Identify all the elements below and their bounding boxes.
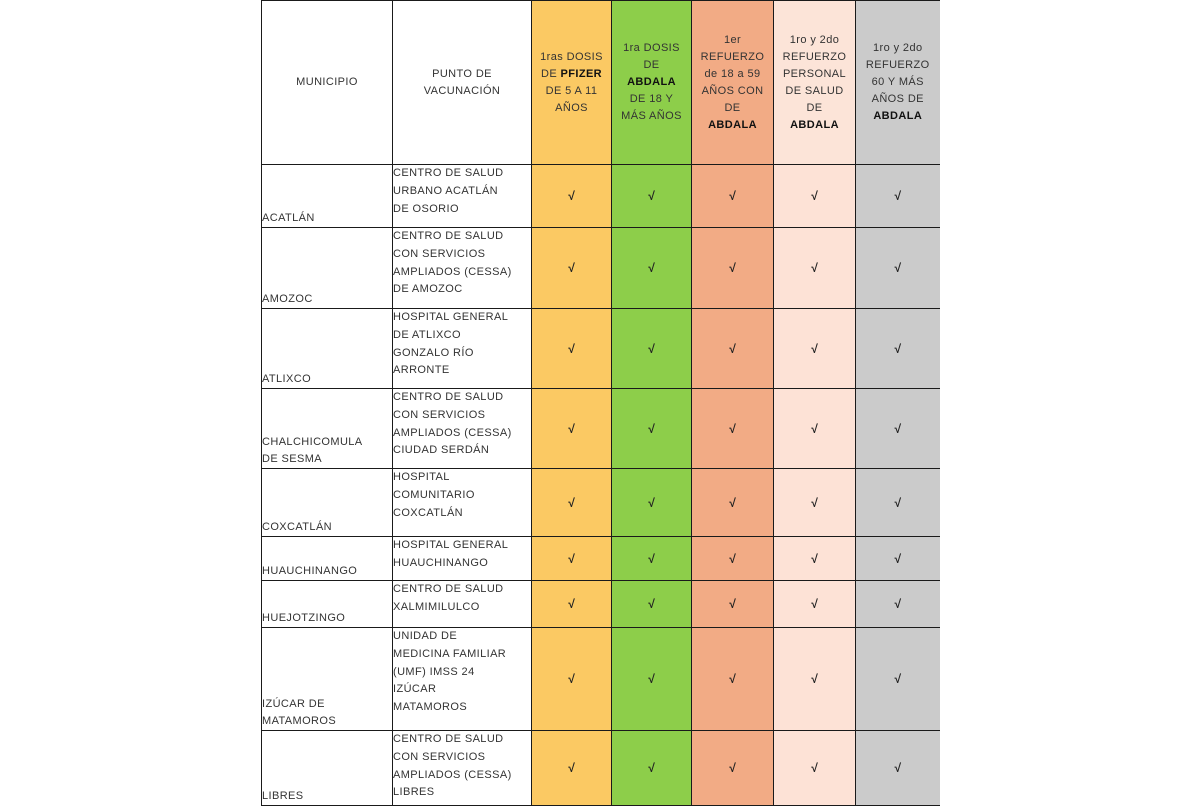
table-row: [262, 389, 940, 469]
table-row: [262, 165, 940, 228]
check-mark-icon: √: [648, 341, 655, 356]
check-cell: [612, 309, 692, 389]
municipio-cell: [262, 469, 393, 537]
check-mark-icon: √: [894, 261, 902, 275]
punto-cell: [393, 309, 532, 389]
table-row: [262, 469, 940, 537]
check-mark-icon: √: [568, 421, 575, 436]
check-mark-icon: √: [811, 421, 818, 436]
check-mark-icon: √: [648, 261, 655, 275]
table-row: [262, 228, 940, 309]
punto-name: DE ATLIXCO: [393, 328, 461, 341]
header-col2-line: DE 18 Y: [629, 93, 674, 105]
header-col3-line: REFUERZO: [700, 50, 765, 63]
check-mark-icon: √: [648, 597, 655, 611]
punto-name: CENTRO DE SALUD: [393, 391, 504, 403]
check-cell: [692, 537, 774, 581]
punto-name: CON SERVICIOS: [393, 247, 486, 260]
punto-name: CENTRO DE SALUD: [393, 167, 504, 179]
check-mark-icon: √: [894, 495, 902, 510]
check-cell: [856, 309, 940, 389]
check-cell: [532, 628, 612, 731]
table-body: [262, 165, 940, 806]
check-mark-icon: √: [648, 189, 655, 203]
check-mark-icon: √: [811, 189, 818, 203]
check-mark-icon: √: [648, 551, 655, 566]
check-mark-icon: √: [729, 495, 736, 510]
check-cell: [532, 165, 612, 228]
check-cell: [774, 469, 856, 537]
check-mark-icon: √: [648, 421, 655, 436]
check-cell: [612, 389, 692, 469]
check-cell: [612, 581, 692, 628]
punto-name: (UMF) IMSS 24: [393, 665, 475, 678]
punto-name: CENTRO DE SALUD: [393, 230, 504, 242]
check-cell: [612, 228, 692, 309]
header-punto-line: PUNTO DE: [432, 67, 492, 80]
punto-cell: [393, 581, 532, 628]
check-mark-icon: √: [811, 761, 818, 775]
check-mark-icon: √: [568, 761, 575, 775]
check-cell: [774, 581, 856, 628]
check-mark-icon: √: [811, 551, 818, 566]
vaccination-table: [261, 0, 940, 806]
municipio-cell: [262, 581, 393, 628]
municipio-cell: [262, 628, 393, 731]
punto-cell: [393, 731, 532, 806]
check-mark-icon: √: [729, 761, 736, 775]
check-cell: [612, 469, 692, 537]
check-mark-icon: √: [729, 672, 736, 686]
header-row: [262, 1, 940, 165]
check-mark-icon: √: [811, 495, 818, 510]
municipio-name: ACATLÁN: [262, 212, 315, 224]
check-cell: [856, 389, 940, 469]
check-mark-icon: √: [811, 597, 818, 611]
check-mark-icon: √: [894, 551, 902, 566]
check-mark-icon: √: [894, 761, 902, 775]
municipio-cell: [262, 309, 393, 389]
header-pfizer-5-11: [532, 1, 612, 165]
header-abdala-18-plus: [612, 1, 692, 165]
check-mark-icon: √: [894, 421, 902, 436]
check-cell: [612, 731, 692, 806]
punto-name: HOSPITAL: [393, 471, 450, 483]
punto-name: COXCATLÁN: [393, 506, 464, 519]
check-cell: [692, 628, 774, 731]
check-cell: [856, 165, 940, 228]
header-col1-line: 1ras DOSIS: [540, 50, 603, 63]
check-mark-icon: √: [811, 261, 818, 275]
punto-name: MEDICINA FAMILIAR: [393, 647, 507, 660]
punto-name: LIBRES: [393, 786, 435, 799]
header-col1-line: DE 5 A 11: [545, 84, 598, 97]
punto-name: AMPLIADOS (CESSA): [393, 426, 512, 439]
check-cell: [532, 309, 612, 389]
municipio-name: DE SESMA: [262, 453, 323, 465]
check-cell: [532, 581, 612, 628]
punto-name: CON SERVICIOS: [393, 408, 486, 421]
municipio-cell: [262, 389, 393, 469]
table-row: [262, 731, 940, 806]
punto-name: DE AMOZOC: [393, 283, 463, 296]
check-cell: [856, 537, 940, 581]
punto-cell: [393, 389, 532, 469]
header-col4-line: REFUERZO: [782, 50, 847, 63]
check-cell: [692, 309, 774, 389]
header-col3-vaccine: ABDALA: [708, 118, 757, 131]
punto-name: DE OSORIO: [393, 202, 459, 215]
municipio-name: CHALCHICOMULA: [262, 436, 363, 448]
header-col2-line: 1ra DOSIS: [623, 42, 680, 54]
check-mark-icon: √: [894, 672, 902, 686]
table-row: [262, 628, 940, 731]
municipio-name: LIBRES: [262, 790, 304, 802]
check-cell: [774, 309, 856, 389]
municipio-name: ATLIXCO: [262, 373, 312, 385]
check-mark-icon: √: [729, 551, 736, 566]
table-row: [262, 581, 940, 628]
header-municipio-label: MUNICIPIO: [296, 76, 358, 88]
header-col3-line: AÑOS CON: [701, 84, 764, 97]
punto-name: URBANO ACATLÁN: [393, 184, 499, 197]
punto-name: ARRONTE: [393, 364, 450, 377]
punto-cell: [393, 628, 532, 731]
check-mark-icon: √: [894, 597, 902, 611]
header-col5-vaccine: ABDALA: [873, 110, 923, 122]
municipio-cell: [262, 228, 393, 309]
check-cell: [532, 537, 612, 581]
check-mark-icon: √: [729, 189, 736, 203]
municipio-name: MATAMOROS: [262, 715, 337, 727]
check-cell: [612, 165, 692, 228]
header-col4-line: PERSONAL: [782, 67, 847, 80]
header-col5-line: 60 Y MÁS: [871, 76, 924, 88]
check-mark-icon: √: [568, 261, 575, 275]
municipio-cell: [262, 731, 393, 806]
check-mark-icon: √: [729, 341, 736, 356]
check-mark-icon: √: [729, 261, 736, 275]
header-punto: [393, 1, 532, 165]
check-cell: [532, 469, 612, 537]
check-cell: [774, 389, 856, 469]
check-cell: [856, 731, 940, 806]
header-col3-line: de 18 a 59: [704, 67, 761, 80]
header-refuerzo-60-plus: [856, 1, 940, 165]
check-cell: [774, 165, 856, 228]
check-cell: [692, 581, 774, 628]
check-cell: [856, 628, 940, 731]
municipio-cell: [262, 165, 393, 228]
header-col1-line: DE: [540, 67, 561, 80]
header-col4-line: DE SALUD: [785, 84, 844, 97]
header-col2-line: MÁS AÑOS: [621, 110, 682, 122]
punto-name: GONZALO RÍO: [393, 346, 474, 359]
check-cell: [774, 228, 856, 309]
check-cell: [612, 628, 692, 731]
check-mark-icon: √: [568, 189, 575, 203]
check-mark-icon: √: [811, 672, 818, 686]
punto-name: AMPLIADOS (CESSA): [393, 768, 512, 781]
header-col3-line: 1er: [723, 33, 742, 46]
header-col3-line: DE: [724, 101, 741, 114]
table-row: [262, 309, 940, 389]
punto-cell: [393, 537, 532, 581]
check-mark-icon: √: [648, 761, 655, 775]
punto-name: CENTRO DE SALUD: [393, 733, 504, 745]
header-col1-line: AÑOS: [555, 101, 588, 114]
municipio-name: AMOZOC: [262, 293, 313, 305]
check-mark-icon: √: [894, 341, 902, 356]
municipio-cell: [262, 537, 393, 581]
punto-name: HUAUCHINANGO: [393, 556, 489, 569]
check-cell: [774, 628, 856, 731]
check-cell: [532, 228, 612, 309]
punto-name: MATAMOROS: [393, 701, 468, 714]
check-cell: [774, 731, 856, 806]
municipio-name: IZÚCAR DE: [262, 698, 325, 710]
check-cell: [692, 228, 774, 309]
punto-name: CENTRO DE SALUD: [393, 583, 504, 595]
check-mark-icon: √: [568, 597, 575, 611]
check-mark-icon: √: [894, 189, 902, 203]
header-col1-vaccine: PFIZER: [560, 67, 603, 80]
municipio-name: COXCATLÁN: [262, 521, 333, 533]
header-col2-vaccine: ABDALA: [627, 76, 676, 88]
punto-name: AMPLIADOS (CESSA): [393, 265, 512, 278]
check-cell: [856, 581, 940, 628]
header-col4-line: 1ro y 2do: [789, 33, 840, 46]
header-col5-line: 1ro y 2do: [873, 42, 923, 54]
check-mark-icon: √: [729, 597, 736, 611]
punto-name: IZÚCAR: [393, 683, 437, 696]
check-mark-icon: √: [568, 551, 575, 566]
municipio-name: HUEJOTZINGO: [262, 612, 346, 624]
check-cell: [692, 469, 774, 537]
header-refuerzo-personal-salud: [774, 1, 856, 165]
check-mark-icon: √: [648, 495, 655, 510]
header-col4-line: DE: [806, 101, 823, 114]
header-col5-line: REFUERZO: [865, 59, 930, 71]
punto-name: CON SERVICIOS: [393, 750, 486, 763]
check-cell: [612, 537, 692, 581]
check-cell: [692, 389, 774, 469]
check-cell: [532, 731, 612, 806]
check-cell: [774, 537, 856, 581]
check-mark-icon: √: [648, 672, 655, 686]
municipio-name: HUAUCHINANGO: [262, 565, 358, 577]
punto-cell: [393, 228, 532, 309]
check-mark-icon: √: [568, 341, 575, 356]
header-col5-line: AÑOS DE: [871, 93, 924, 105]
header-punto-line: VACUNACIÓN: [423, 84, 501, 97]
header-col4-vaccine: ABDALA: [790, 118, 839, 131]
punto-name: CIUDAD SERDÁN: [393, 444, 490, 457]
punto-name: UNIDAD DE: [393, 630, 458, 642]
header-municipio: [262, 1, 393, 165]
check-mark-icon: √: [568, 672, 575, 686]
punto-name: XALMIMILULCO: [393, 600, 480, 613]
check-mark-icon: √: [568, 495, 575, 510]
check-mark-icon: √: [811, 341, 818, 356]
punto-name: HOSPITAL GENERAL: [393, 311, 509, 323]
check-cell: [856, 228, 940, 309]
punto-name: HOSPITAL GENERAL: [393, 539, 509, 551]
table-row: [262, 537, 940, 581]
check-cell: [856, 469, 940, 537]
punto-name: COMUNITARIO: [393, 488, 475, 501]
punto-cell: [393, 165, 532, 228]
check-mark-icon: √: [729, 421, 736, 436]
check-cell: [532, 389, 612, 469]
check-cell: [692, 731, 774, 806]
header-col2-line: DE: [643, 59, 660, 71]
punto-cell: [393, 469, 532, 537]
header-refuerzo-18-59: [692, 1, 774, 165]
check-cell: [692, 165, 774, 228]
